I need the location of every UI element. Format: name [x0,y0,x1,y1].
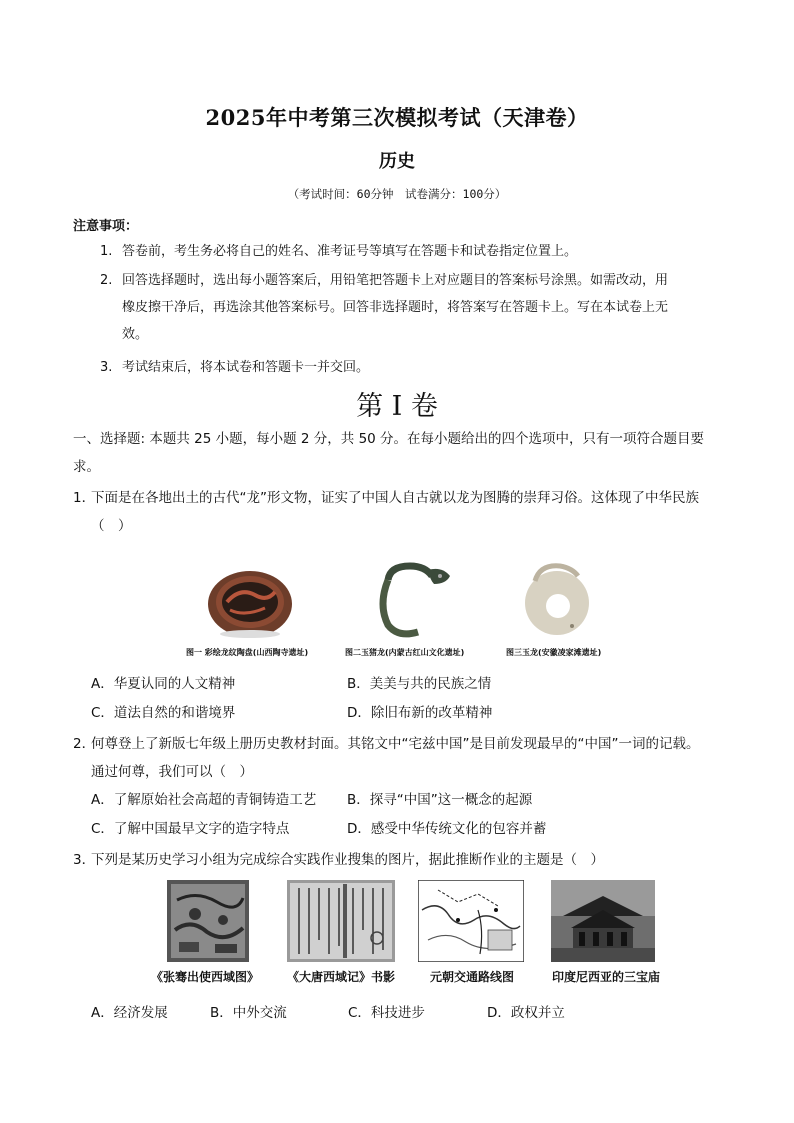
option-c[interactable]: C．了解中国最早文字的造字特点 [91,821,290,837]
jade-pig-dragon-image [370,560,455,642]
question-stem: 下列是某历史学习小组为完成综合实践作业搜集的图片，据此推断作业的主题是（ ） [91,852,604,868]
figure-caption: 印度尼西亚的三宝庙 [551,970,660,984]
question-number: 1． [73,490,96,506]
notice-item-3 [100,354,725,381]
datang-xiyu-ji-book-image [287,880,395,962]
notice-item-2 [100,267,725,348]
notice-text: 答卷前，考生务必将自己的姓名、准考证号等填写在答题卡和试卷指定位置上。 [122,244,578,259]
option-a[interactable]: A．华夏认同的人文精神 [91,676,236,692]
option-d[interactable]: D．感受中华传统文化的包容并蓄 [347,821,547,837]
section-line: 一、选择题: 本题共 25 小题，每小题 2 分，共 50 分。在每小题给出的四个选项中，只有一项符合题目要 [73,431,705,447]
option-a[interactable]: A．经济发展 [91,1005,168,1021]
notice-text: 考试结束后，将本试卷和答题卡一并交回。 [122,360,370,375]
subject-title: 历史 [379,151,415,172]
option-c[interactable]: C．道法自然的和谐境界 [91,705,236,721]
question-stem: 通过何尊，我们可以（ ） [91,764,253,780]
option-b[interactable]: B．探寻“中国”这一概念的起源 [347,792,533,808]
question-stem: 下面是在各地出土的古代“龙”形文物，证实了中国人自古就以龙为图腾的崇拜习俗。这体现了中华民族 [91,490,699,506]
option-b[interactable]: B．中外交流 [210,1005,287,1021]
question-1 [73,484,728,540]
zhang-qian-mural-image [167,880,249,962]
volume-heading: 第 I 卷 [356,391,438,422]
question-2 [73,730,728,786]
question-blank: （ ） [91,518,132,534]
exam-title: 2025年中考第三次模拟考试（天津卷） [205,105,589,130]
notice-num: 3. [100,360,113,375]
option-a[interactable]: A．了解原始社会高超的青铜铸造工艺 [91,792,317,808]
figure-caption: 图二玉猪龙(内蒙古红山文化遗址) [345,648,465,657]
option-d[interactable]: D．政权并立 [487,1005,565,1021]
notice-text: 效。 [122,327,149,342]
question-number: 3． [73,852,96,868]
option-c[interactable]: C．科技进步 [348,1005,425,1021]
section-line: 求。 [73,459,100,475]
yuan-traffic-map-image [418,880,524,962]
notice-item-1 [100,238,725,265]
option-d[interactable]: D．除旧布新的改革精神 [347,705,493,721]
painted-dragon-plate-image [205,562,295,642]
question-number: 2． [73,736,96,752]
exam-info: （考试时间：60分钟 试卷满分：100分） [287,187,507,201]
notice-num: 1. [100,244,113,259]
figure-caption: 《张骞出使西域图》 [150,970,259,984]
notice-text: 回答选择题时，选出每小题答案后，用铅笔把答题卡上对应题目的答案标号涂黑。如需改动，用 [122,273,669,288]
option-b[interactable]: B．美美与共的民族之情 [347,676,492,692]
sampo-temple-image [551,880,655,962]
jade-dragon-image [520,556,595,642]
question-stem: 何尊登上了新版七年级上册历史教材封面。其铭文中“宅兹中国”是目前发现最早的“中国”一词的记载。 [91,736,700,752]
notice-num: 2. [100,273,113,288]
figure-caption: 图三玉龙(安徽凌家滩遗址) [506,648,602,657]
question-3 [73,846,728,874]
figure-caption: 图一 彩绘龙纹陶盘(山西陶寺遗址) [186,648,309,657]
figure-caption: 《大唐西域记》书影 [286,970,395,984]
figure-caption: 元朝交通路线图 [429,970,514,984]
section-intro [73,425,725,481]
notice-title: 注意事项： [73,219,139,234]
notice-text: 橡皮擦干净后，再选涂其他答案标号。回答非选择题时，将答案写在答题卡上。写在本试卷上无 [122,300,669,315]
